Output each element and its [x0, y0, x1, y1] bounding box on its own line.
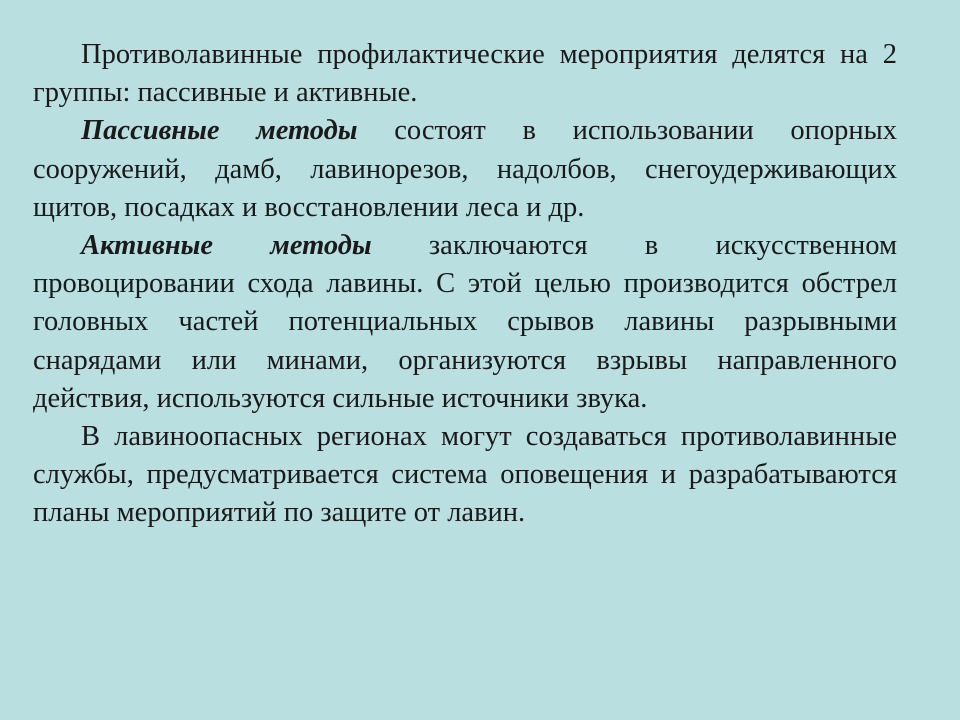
paragraph-active-methods: [33, 227, 897, 418]
passive-methods-term: Пассивные методы: [81, 115, 358, 147]
paragraph-intro: Противолавинные профилактические мероприятия делятся на 2 группы: пассивные и активные.: [33, 39, 897, 109]
passive-methods-text: состоят в использовании опорных сооружений, дамб, лавинорезов, надолбов, снегоудерживающих щитов, посадках и восстановлении леса и др.: [33, 115, 897, 223]
paragraph-passive-methods: [33, 112, 897, 227]
slide-text: [33, 36, 897, 533]
active-methods-text: заключаются в искусственном провоцировании схода лавины. С этой целью производится обстрел головных частей потенциальных срывов лавины разрывными снарядами или минами, организуются взрывы направленного действия, используются сильные источники звука.: [33, 230, 897, 414]
paragraph-services: В лавиноопасных регионах могут создаваться противолавинные службы, предусматривается система оповещения и разрабатываются планы мероприятий по защите от лавин.: [33, 421, 897, 529]
active-methods-term: Активные методы: [81, 230, 372, 262]
